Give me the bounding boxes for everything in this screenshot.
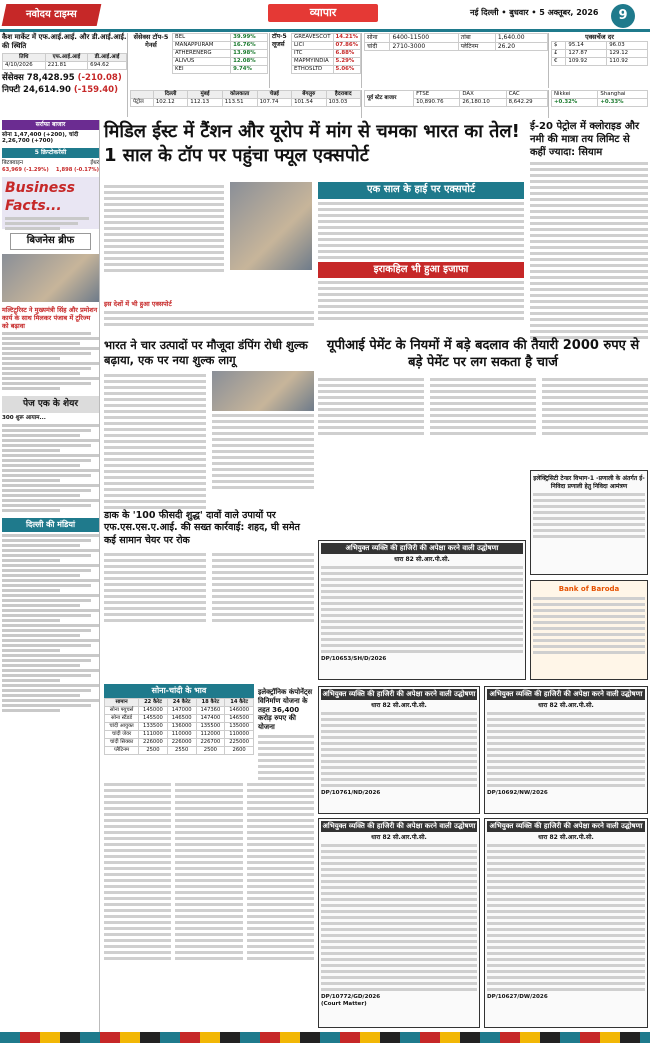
fuel-city: कोलकाता bbox=[222, 91, 257, 99]
gainer-name: KEI bbox=[173, 66, 231, 74]
petrol-price: 113.51 bbox=[222, 99, 257, 107]
gold-cell: 147000 bbox=[167, 707, 196, 715]
gold-cell: 225000 bbox=[225, 739, 254, 747]
petrol-price: 102.12 bbox=[153, 99, 187, 107]
gold-header: सामान bbox=[105, 699, 139, 707]
ether-label: ईथर bbox=[90, 159, 99, 166]
silver-label: चांदी bbox=[365, 42, 390, 51]
lead-body-col1 bbox=[104, 182, 224, 302]
right-column-news bbox=[530, 120, 648, 342]
ether-value: 1,898 (-0.17%) bbox=[55, 166, 99, 173]
currency-sell: 96.03 bbox=[607, 42, 648, 50]
fuel-city: हैदराबाद bbox=[326, 91, 361, 99]
commodity-box bbox=[364, 33, 549, 88]
export-box-title: एक साल के हाई पर एक्सपोर्ट bbox=[318, 182, 524, 199]
world-index-name: FTSE bbox=[414, 91, 460, 99]
gold-table-title: सोना-चांदी के भाव bbox=[104, 684, 254, 698]
gainers-table bbox=[172, 33, 268, 74]
notice-title: अभियुक्त व्यक्ति की हाजिरी की अपेक्षा करने वाली उद्घोषणा bbox=[487, 689, 645, 700]
gold-header: 24 कैरेट bbox=[167, 699, 196, 707]
gold-cell: चांदी सिक्का bbox=[105, 739, 139, 747]
gold-cell: 226000 bbox=[139, 739, 168, 747]
gold-cell: सोना स्टैंडर्ड bbox=[105, 715, 139, 723]
gold-table bbox=[104, 698, 254, 755]
commodity-table bbox=[364, 33, 548, 51]
ev-headline: इलेक्ट्रॉनिक कंपोनेंट्स विनिर्माण योजना के तहत 36,400 करोड़ रुपए की योजना bbox=[258, 688, 313, 731]
gainer-name: ATHERENERG bbox=[173, 50, 231, 58]
dumping-photo bbox=[212, 371, 314, 411]
world-index-value: 10,890.76 bbox=[414, 99, 460, 107]
fuel-city: चेन्नई bbox=[257, 91, 291, 99]
silver-value: 2710-3000 bbox=[390, 42, 458, 51]
court-notice-1 bbox=[318, 540, 526, 680]
losers-box bbox=[272, 33, 362, 88]
court-matter: (Court Matter) bbox=[321, 1001, 367, 1008]
brand-logo: नवोदय टाइम्स bbox=[2, 4, 102, 26]
gold-cell: चांदी जेवर bbox=[105, 731, 139, 739]
gainers-title: सेंसेक्स टॉप-5 गेनर्स bbox=[133, 33, 169, 50]
crypto-values bbox=[2, 167, 99, 174]
sensex-value: 78,428.95 bbox=[26, 72, 75, 83]
currency-symbol: € bbox=[552, 58, 566, 66]
world-index-value: 8,642.29 bbox=[506, 99, 547, 107]
bank-title: Bank of Baroda bbox=[558, 585, 620, 593]
fii-dii-box bbox=[2, 33, 128, 117]
delhi-mandi-heading: दिल्ली की मंडियां bbox=[2, 518, 99, 532]
business-brief-heading: बिजनेस ब्रीफ bbox=[10, 233, 91, 250]
page-number: 9 bbox=[611, 4, 635, 28]
fii-table bbox=[2, 53, 127, 70]
currency-symbol: £ bbox=[552, 50, 566, 58]
gold-label: सोना bbox=[365, 34, 390, 43]
court-notice-4 bbox=[318, 818, 480, 1028]
notice-title: अभियुक्त व्यक्ति की हाजिरी की अपेक्षा करने वाली उद्घोषणा bbox=[322, 822, 476, 830]
fii-header: डी.आई.आई bbox=[88, 53, 127, 61]
notice-code: DP/10627/DW/2026 bbox=[487, 994, 548, 1001]
gainer-pct: 39.99% bbox=[231, 34, 268, 42]
currency-buy: 127.87 bbox=[566, 50, 607, 58]
sensex-line bbox=[2, 73, 127, 84]
gold-cell: 135500 bbox=[196, 723, 225, 731]
currency-sell: 110.92 bbox=[607, 58, 648, 66]
section-title: व्यापार bbox=[268, 4, 378, 22]
loser-pct: 07.86% bbox=[333, 42, 360, 50]
court-notice-5 bbox=[484, 818, 648, 1028]
loser-pct: 5.29% bbox=[333, 58, 360, 66]
fuel-box bbox=[130, 90, 362, 118]
gold-cell: 146500 bbox=[167, 715, 196, 723]
gold-cell: 2600 bbox=[225, 747, 254, 755]
fuel-city: दिल्ली bbox=[153, 91, 187, 99]
loser-pct: 6.88% bbox=[333, 50, 360, 58]
currency-title: एक्सचेंज दर bbox=[585, 33, 614, 41]
quote-box-heading: पेज एक के शेयर bbox=[2, 396, 99, 413]
gainer-pct: 12.08% bbox=[231, 58, 268, 66]
asia-index-change: +0.33% bbox=[598, 99, 648, 107]
world-label: पूर्व स्टेट बाजार bbox=[365, 91, 414, 107]
asia-index-name: Nikkei bbox=[552, 91, 598, 99]
notice-code: DP/10653/SH/D/2026 bbox=[321, 656, 387, 663]
notice-section: धारा 82 सी.आर.पी.सी. bbox=[371, 701, 427, 709]
platinum-value: 26.20 bbox=[495, 42, 547, 51]
currency-sell: 129.12 bbox=[607, 50, 648, 58]
e20-headline: ई-20 पेट्रोल में क्लोराइड और नमी की मात्रा तय लिमिट से कहीं ज्यादा: सियाम bbox=[530, 121, 640, 158]
loser-pct: 14.21% bbox=[333, 34, 360, 42]
gold-cell: 145000 bbox=[139, 707, 168, 715]
gold-header: 14 कैरेट bbox=[225, 699, 254, 707]
gold-cell: 136000 bbox=[167, 723, 196, 731]
loser-name: ITC bbox=[292, 50, 334, 58]
world-table bbox=[364, 90, 548, 107]
masthead bbox=[0, 0, 650, 30]
world-index-name: CAC bbox=[506, 91, 547, 99]
asia-markets bbox=[551, 90, 648, 118]
bank-notice bbox=[530, 580, 648, 680]
currency-buy: 95.14 bbox=[566, 42, 607, 50]
notice-section: धारा 82 सी.आर.पी.सी. bbox=[538, 833, 594, 841]
asia-index-change: +0.32% bbox=[552, 99, 598, 107]
brief-photo bbox=[2, 254, 99, 302]
court-notice-3 bbox=[484, 686, 648, 814]
gold-cell: 146000 bbox=[225, 707, 254, 715]
lead-headline: मिडिल ईस्ट में टैंशन और यूरोप में मांग से चमका भारत का तेल! 1 साल के टॉप पर पहुंचा फ्यूल एक्सपोर्ट bbox=[104, 121, 520, 167]
world-markets bbox=[364, 90, 549, 118]
loser-pct: 5.06% bbox=[333, 66, 360, 74]
notice-code: DP/10772/GD/2026 bbox=[321, 994, 381, 1001]
nifty-label: निफ्टी bbox=[2, 85, 21, 96]
notice-section: धारा 82 सी.आर.पी.सी. bbox=[371, 833, 427, 841]
upi-headline: यूपीआई पेमेंट के नियमों में बड़े बदलाव की तैयारी 2000 रुपए से बड़े पेमेंट पर लग सकता है चार्ज bbox=[326, 338, 640, 370]
bitcoin-value: 63,969 (-1.29%) bbox=[2, 166, 49, 173]
platinum-label: प्लेटिनम bbox=[458, 42, 495, 51]
gainer-name: MANAPPURAM bbox=[173, 42, 231, 50]
quote-sub: 300 शुरू आयाम... bbox=[2, 415, 46, 422]
gainers-box bbox=[130, 33, 270, 88]
gold-cell: 226700 bbox=[196, 739, 225, 747]
losers-table bbox=[291, 33, 361, 74]
gold-header: 18 कैरेट bbox=[196, 699, 225, 707]
increase-box-title: इराकहिल भी हुआ इजाफा bbox=[318, 262, 524, 279]
gold-cell: 2550 bbox=[167, 747, 196, 755]
gold-value: 6400-11500 bbox=[390, 34, 458, 43]
gold-cell: 145500 bbox=[139, 715, 168, 723]
fii-header: एफ.आई.आई bbox=[45, 53, 88, 61]
world-index-name: DAX bbox=[460, 91, 506, 99]
dumping-story bbox=[104, 338, 314, 512]
masthead-rule bbox=[0, 29, 650, 32]
gold-cell: 146500 bbox=[225, 715, 254, 723]
notice-section: धारा 82 सी.आर.पी.सी. bbox=[394, 555, 450, 563]
dumping-headline: भारत ने चार उत्पादों पर मौजूदा डंपिंग रोधी शुल्क बढ़ाया, एक पर नया शुल्क लागू bbox=[104, 338, 308, 367]
bitcoin-label: बिटक्वाइन bbox=[2, 159, 23, 166]
sensex-label: सेंसेक्स bbox=[2, 72, 24, 83]
tender-notice bbox=[530, 470, 648, 575]
nifty-line bbox=[2, 85, 127, 96]
sarafa-heading: सर्राफा बाजार bbox=[2, 120, 99, 130]
fii-title: कैश मार्केट में एफ.आई.आई. और डी.आई.आई. की स्थिति bbox=[2, 33, 127, 50]
petrol-price: 103.03 bbox=[326, 99, 361, 107]
world-index-value: 26,180.10 bbox=[460, 99, 506, 107]
nifty-change: (-159.40) bbox=[73, 85, 118, 96]
brief-headline: मल्टिटूरिस्ट ने मुख्यमंत्री सिंह और प्रमोशन कार्य के साथ मिलकर पंजाब में टूरिज्म को बढ़ावा bbox=[2, 305, 98, 330]
gold-price-box bbox=[104, 684, 254, 755]
petrol-price: 101.54 bbox=[292, 99, 326, 107]
upi-story bbox=[318, 338, 648, 438]
notice-code: DP/10692/NW/2026 bbox=[487, 790, 548, 797]
gold-cell: 112000 bbox=[196, 731, 225, 739]
gold-cell: 135000 bbox=[225, 723, 254, 731]
export-box bbox=[318, 182, 524, 323]
crypto-row bbox=[2, 160, 99, 167]
gainer-pct: 13.98% bbox=[231, 50, 268, 58]
lead-subhead: इस देशों में भी हुआ एक्सपोर्ट bbox=[104, 300, 172, 308]
gold-cell: 226000 bbox=[167, 739, 196, 747]
asia-index-name: Shanghai bbox=[598, 91, 648, 99]
business-facts-title: Business Facts... bbox=[5, 180, 75, 214]
mandi-rates bbox=[104, 780, 314, 1028]
currency-table bbox=[551, 41, 648, 66]
asia-table bbox=[551, 90, 648, 107]
gold-cell: 133500 bbox=[139, 723, 168, 731]
gold-cell: 110000 bbox=[225, 731, 254, 739]
gold-cell: सोना फ्यूचर्स bbox=[105, 707, 139, 715]
petrol-price: 107.74 bbox=[257, 99, 291, 107]
notice-title: अभियुक्त व्यक्ति की हाजिरी की अपेक्षा करने वाली उद्घोषणा bbox=[487, 821, 645, 832]
gold-cell: 147400 bbox=[196, 715, 225, 723]
copper-label: तांबा bbox=[458, 34, 495, 43]
fii-header: तिथि bbox=[3, 53, 46, 61]
petrol-price: 112.13 bbox=[188, 99, 222, 107]
gold-cell: प्लैटिनम bbox=[105, 747, 139, 755]
losers-title: टॉप-5 लूजर्स bbox=[272, 33, 287, 48]
gainer-name: ALIVUS bbox=[173, 58, 231, 66]
gold-cell: 111000 bbox=[139, 731, 168, 739]
fssai-story bbox=[104, 510, 314, 625]
fuel-city: बेंगलुरु bbox=[292, 91, 326, 99]
sub-head-1 bbox=[104, 296, 314, 329]
gold-header: 22 कैरेट bbox=[139, 699, 168, 707]
fuel-table bbox=[130, 90, 361, 107]
business-facts-box bbox=[2, 177, 99, 229]
bullion-line: सोना 1,47,400 (+200), चांदी 2,26,700 (+700) bbox=[2, 131, 79, 145]
color-registration-strip bbox=[0, 1032, 650, 1043]
gold-cell: 110000 bbox=[167, 731, 196, 739]
fuel-city: मुंबई bbox=[188, 91, 222, 99]
gold-cell: चांदी आयुक्त bbox=[105, 723, 139, 731]
notice-title: अभियुक्त व्यक्ति की हाजिरी की अपेक्षा करने वाली उद्घोषणा bbox=[321, 543, 523, 554]
nifty-value: 24,614.90 bbox=[23, 85, 71, 96]
court-notice-2 bbox=[318, 686, 480, 814]
dateline: नई दिल्ली • बुधवार • 5 अक्तूबर, 2026 bbox=[470, 8, 599, 17]
currency-symbol: $ bbox=[552, 42, 566, 50]
notice-code: DP/10761/ND/2026 bbox=[321, 790, 381, 797]
loser-name: ETHOSLTD bbox=[292, 66, 334, 74]
left-column bbox=[2, 120, 100, 1040]
currency-buy: 109.92 bbox=[566, 58, 607, 66]
loser-name: GREAVESCOT bbox=[292, 34, 334, 42]
gainer-name: BEL bbox=[173, 34, 231, 42]
fii-value: 221.81 bbox=[45, 61, 88, 69]
gold-cell: 2500 bbox=[139, 747, 168, 755]
fssai-headline: डाक के '100 फीसदी शुद्ध' दावों वाले उपायों पर एफ.एस.एस.ए.आई. की सख्त कार्रवाई: शहद, घी समेत कई सामान चेयर पर रोक bbox=[104, 510, 300, 546]
sensex-change: (-210.08) bbox=[77, 72, 122, 83]
notice-section: धारा 82 सी.आर.पी.सी. bbox=[538, 701, 594, 709]
gainer-pct: 9.74% bbox=[231, 66, 268, 74]
gainer-pct: 16.76% bbox=[231, 42, 268, 50]
currency-box bbox=[551, 33, 648, 88]
gold-cell: 147360 bbox=[196, 707, 225, 715]
fii-date: 4/10/2026 bbox=[3, 61, 46, 69]
petrol-label: पेट्रोल bbox=[131, 99, 154, 107]
loser-name: LICI bbox=[292, 42, 334, 50]
crypto-heading: 5 क्रिप्टोकरेंसी bbox=[2, 148, 99, 158]
loser-name: MAPMYINDIA bbox=[292, 58, 334, 66]
dii-value: 694.62 bbox=[88, 61, 127, 69]
tender-title: इलेक्ट्रिसिटी टेन्डर विभाग-1 -प्रणाली के अंतर्गत ई-निविदा प्रणाली हेतु निविदा आमंत्रण bbox=[533, 475, 645, 490]
copper-value: 1,640.00 bbox=[495, 34, 547, 43]
lead-photo bbox=[230, 182, 312, 270]
notice-title: अभियुक्त व्यक्ति की हाजिरी की अपेक्षा करने वाली उद्घोषणा bbox=[322, 690, 476, 698]
gold-cell: 2500 bbox=[196, 747, 225, 755]
